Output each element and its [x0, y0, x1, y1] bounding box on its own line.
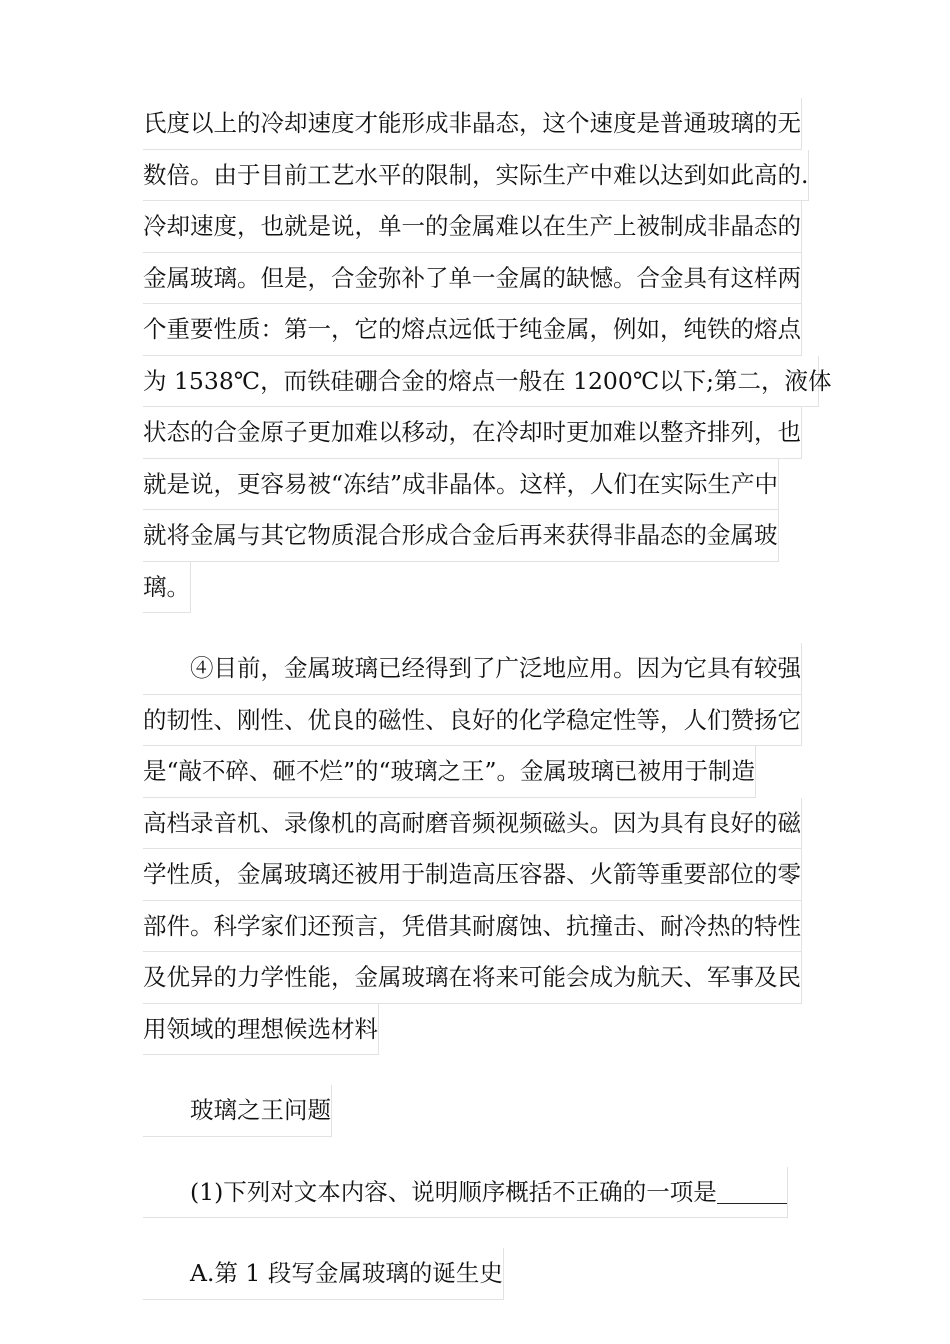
- answer-blank[interactable]: [717, 1175, 787, 1204]
- text-line: 及优异的力学性能，金属玻璃在将来可能会成为航天、军事及民: [143, 952, 802, 1004]
- text-line: 氏度以上的冷却速度才能形成非晶态，这个速度是普通玻璃的无: [143, 98, 802, 150]
- text-line: 冷却速度，也就是说，单一的金属难以在生产上被制成非晶态的: [143, 201, 802, 253]
- document-page: [143, 98, 832, 1300]
- text-line: 璃。: [143, 562, 191, 614]
- paragraph-2: [143, 643, 823, 1055]
- text-line: 为 1538℃，而铁硅硼合金的熔点一般在 1200℃以下;第二，液体: [143, 356, 819, 408]
- text-line: 用领域的理想候选材料: [143, 1004, 379, 1056]
- paragraph-1: [143, 98, 832, 613]
- text-line: 数倍。由于目前工艺水平的限制，实际生产中难以达到如此高的.: [143, 150, 809, 202]
- text-line: 就是说，更容易被“冻结”成非晶体。这样，人们在实际生产中: [143, 459, 779, 511]
- option-a: A.第 1 段写金属玻璃的诞生史: [143, 1248, 504, 1300]
- text-line: 金属玻璃。但是，合金弥补了单一金属的缺憾。合金具有这样两: [143, 253, 802, 305]
- question-1-text: (1)下列对文本内容、说明顺序概括不正确的一项是: [143, 1177, 717, 1206]
- text-line: ④目前，金属玻璃已经得到了广泛地应用。因为它具有较强: [143, 643, 802, 695]
- text-line: 部件。科学家们还预言，凭借其耐腐蚀、抗撞击、耐冷热的特性: [143, 901, 802, 953]
- question-1: [143, 1167, 788, 1219]
- text-line: 的韧性、刚性、优良的磁性、良好的化学稳定性等，人们赞扬它: [143, 695, 802, 747]
- text-line: 就将金属与其它物质混合形成合金后再来获得非晶态的金属玻: [143, 510, 779, 562]
- text-line: 状态的合金原子更加难以移动，在冷却时更加难以整齐排列，也: [143, 407, 802, 459]
- section-title: 玻璃之王问题: [143, 1085, 332, 1137]
- text-line: 学性质，金属玻璃还被用于制造高压容器、火箭等重要部位的零: [143, 849, 802, 901]
- text-line: 高档录音机、录像机的高耐磨音频视频磁头。因为具有良好的磁: [143, 798, 802, 850]
- text-line: 个重要性质：第一，它的熔点远低于纯金属，例如，纯铁的熔点: [143, 304, 802, 356]
- text-line: 是“敲不碎、砸不烂”的“玻璃之王”。金属玻璃已被用于制造: [143, 746, 756, 798]
